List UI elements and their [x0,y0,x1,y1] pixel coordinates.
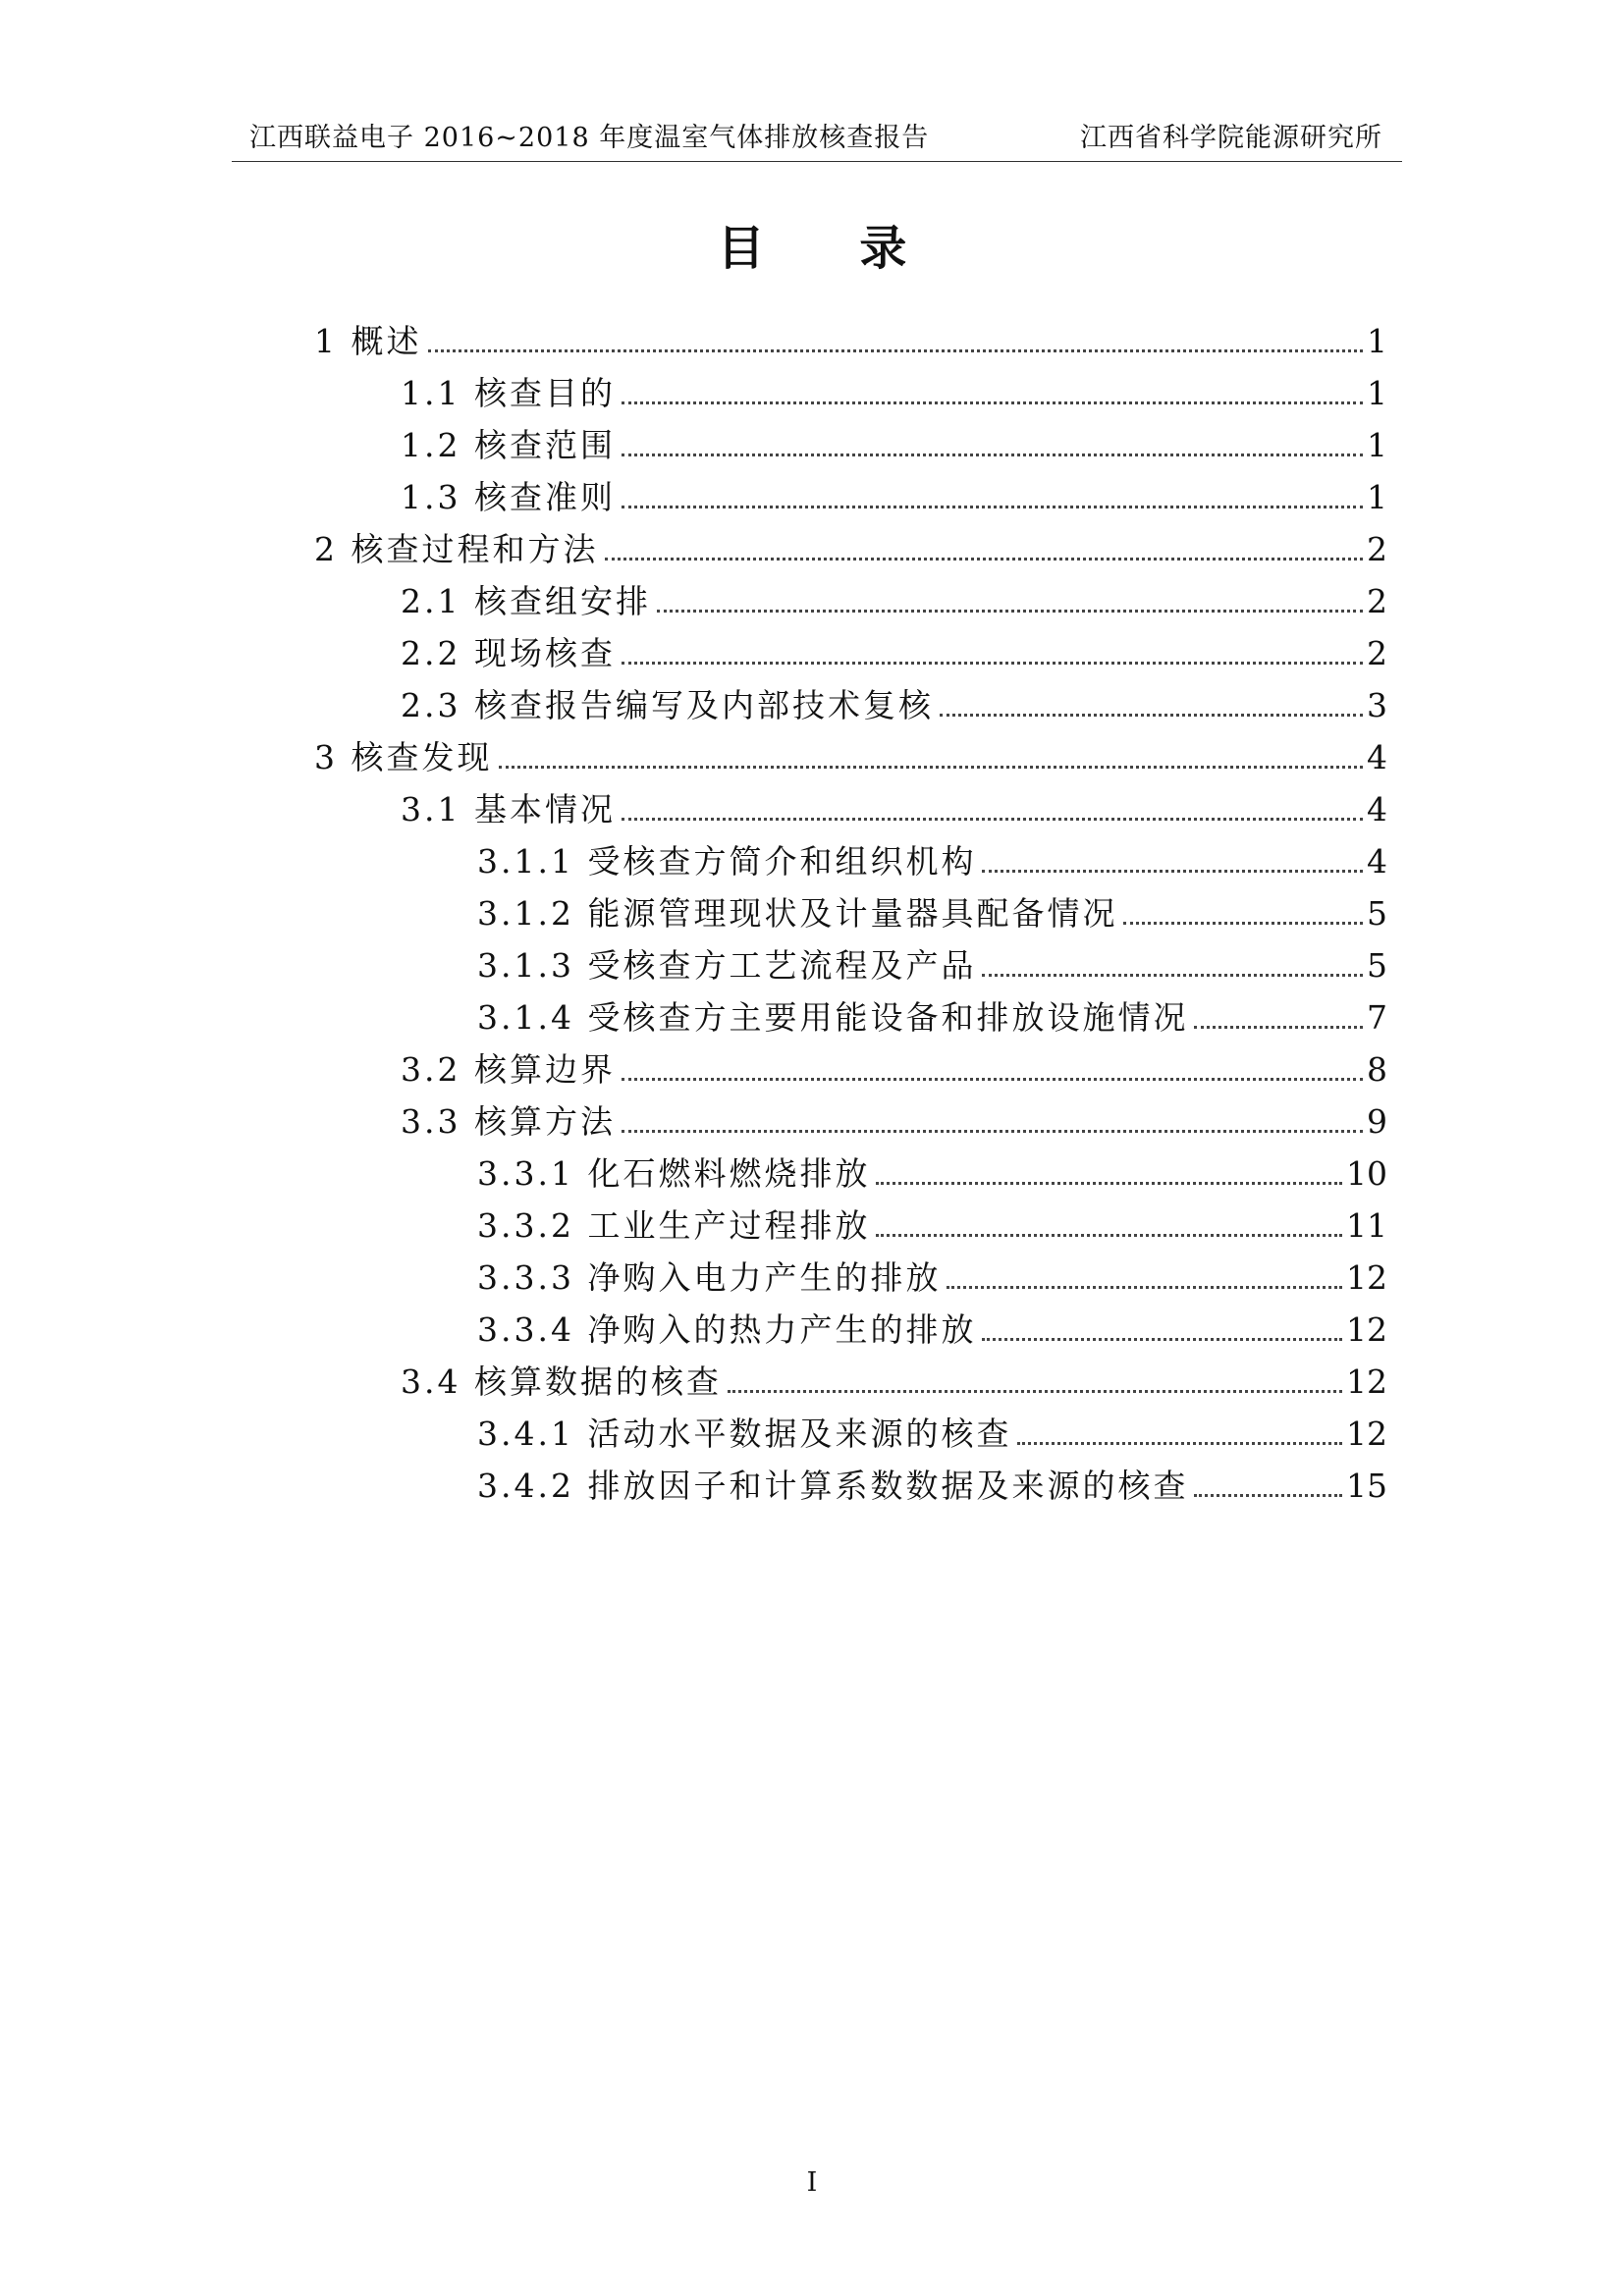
toc-entry[interactable] [477,1308,1387,1352]
toc-entry[interactable] [477,1465,1387,1508]
toc-entry-page: 10 [1346,1154,1387,1193]
toc-dot-leader [622,506,1363,508]
toc-entry[interactable] [401,580,1387,623]
toc-entry-label: 3.3 核算方法 [401,1102,616,1141]
toc-dot-leader [1123,922,1363,925]
toc-entry-label: 1.1 核查目的 [401,374,616,412]
header-report-title: 江西联益电子 2016~2018 年度温室气体排放核查报告 [249,123,930,153]
toc-entry-page: 7 [1367,998,1387,1037]
toc-entry-page: 4 [1367,842,1387,881]
toc-entry-label: 2.2 现场核查 [401,634,616,672]
toc-entry-label: 1.3 核查准则 [401,478,616,516]
toc-dot-leader [982,1338,1342,1341]
toc-dot-leader [622,454,1363,456]
toc-entry-label: 2.3 核查报告编写及内部技术复核 [401,686,934,724]
toc-entry[interactable] [477,1256,1387,1300]
toc-entry-label: 3 核查发现 [314,738,493,776]
toc-entry[interactable] [401,632,1387,675]
toc-entry-page: 5 [1367,946,1387,985]
toc-entry-label: 3.1.2 能源管理现状及计量器具配备情况 [477,894,1118,933]
toc-entry-label: 3.4.2 排放因子和计算系数数据及来源的核查 [477,1467,1189,1505]
toc-dot-leader [982,974,1363,977]
toc-entry[interactable] [401,424,1387,467]
toc-entry[interactable] [477,1204,1387,1248]
toc-entry-page: 5 [1367,894,1387,933]
page-number: I [806,2167,818,2198]
toc-entry[interactable] [401,476,1387,519]
toc-entry-page: 3 [1367,686,1387,724]
toc-entry-page: 1 [1367,426,1387,464]
header-organization: 江西省科学院能源研究所 [1080,123,1382,153]
toc-dot-leader [728,1390,1342,1393]
toc-dot-leader [622,401,1363,404]
toc-entry[interactable] [401,1100,1387,1144]
toc-entry-page: 2 [1367,582,1387,620]
toc-entry-label: 3.1.4 受核查方主要用能设备和排放设施情况 [477,998,1189,1037]
toc-entry[interactable] [477,1152,1387,1196]
toc-entry-page: 8 [1367,1050,1387,1089]
toc-entry-label: 1 概述 [314,322,422,360]
toc-dot-leader [499,766,1364,769]
toc-dot-leader [947,1286,1342,1289]
toc-entry[interactable] [401,788,1387,831]
toc-entry[interactable] [477,944,1387,988]
page-header [232,116,1402,162]
toc-entry[interactable] [477,996,1387,1040]
toc-dot-leader [1194,1026,1363,1029]
toc-dot-leader [622,1078,1363,1081]
toc-entry-label: 3.1.3 受核查方工艺流程及产品 [477,946,977,985]
toc-dot-leader [982,870,1363,873]
toc-entry[interactable] [477,840,1387,883]
toc-entry-label: 2 核查过程和方法 [314,530,599,568]
toc-entry-page: 1 [1367,322,1387,360]
toc-entry-label: 3.3.2 工业生产过程排放 [477,1206,871,1245]
toc-dot-leader [657,610,1363,613]
toc-entry-page: 1 [1367,374,1387,412]
toc-entry[interactable] [477,892,1387,935]
toc-entry-label: 3.3.1 化石燃料燃烧排放 [477,1154,871,1193]
toc-entry-label: 3.4.1 活动水平数据及来源的核查 [477,1415,1012,1453]
toc-entry-label: 1.2 核查范围 [401,426,616,464]
toc-entry[interactable] [477,1413,1387,1456]
toc-entry[interactable] [314,528,1387,571]
toc-title: 目 录 [717,221,947,276]
toc-dot-leader [1194,1494,1342,1497]
toc-entry[interactable] [401,1361,1387,1404]
toc-entry-label: 3.3.4 净购入的热力产生的排放 [477,1310,977,1349]
toc-entry-page: 2 [1367,530,1387,568]
toc-dot-leader [622,1130,1363,1133]
toc-entry-page: 15 [1346,1467,1387,1505]
toc-entry-page: 12 [1346,1258,1387,1297]
toc-entry-label: 3.1 基本情况 [401,790,616,828]
toc-entry-page: 4 [1367,738,1387,776]
toc-dot-leader [622,662,1363,665]
toc-entry-label: 2.1 核查组安排 [401,582,651,620]
toc-entry-label: 3.3.3 净购入电力产生的排放 [477,1258,942,1297]
toc-dot-leader [428,349,1364,352]
toc-entry-label: 3.4 核算数据的核查 [401,1362,722,1401]
toc-dot-leader [876,1182,1342,1185]
toc-dot-leader [1017,1442,1342,1445]
toc-entry-page: 9 [1367,1102,1387,1141]
toc-dot-leader [940,714,1363,717]
toc-entry-page: 4 [1367,790,1387,828]
toc-entry-label: 3.2 核算边界 [401,1050,616,1089]
toc-entry[interactable] [401,684,1387,727]
toc-dot-leader [876,1234,1342,1237]
toc-entry[interactable] [314,320,1387,363]
toc-entry-label: 3.1.1 受核查方简介和组织机构 [477,842,977,881]
toc-entry[interactable] [401,1048,1387,1092]
toc-entry[interactable] [401,372,1387,415]
toc-entry-page: 12 [1346,1362,1387,1401]
toc-entry[interactable] [314,736,1387,779]
toc-entry-page: 1 [1367,478,1387,516]
toc-entry-page: 11 [1346,1206,1387,1245]
toc-entry-page: 12 [1346,1415,1387,1453]
toc-entry-page: 12 [1346,1310,1387,1349]
toc-entry-page: 2 [1367,634,1387,672]
toc-dot-leader [622,818,1363,821]
toc-dot-leader [605,558,1364,561]
